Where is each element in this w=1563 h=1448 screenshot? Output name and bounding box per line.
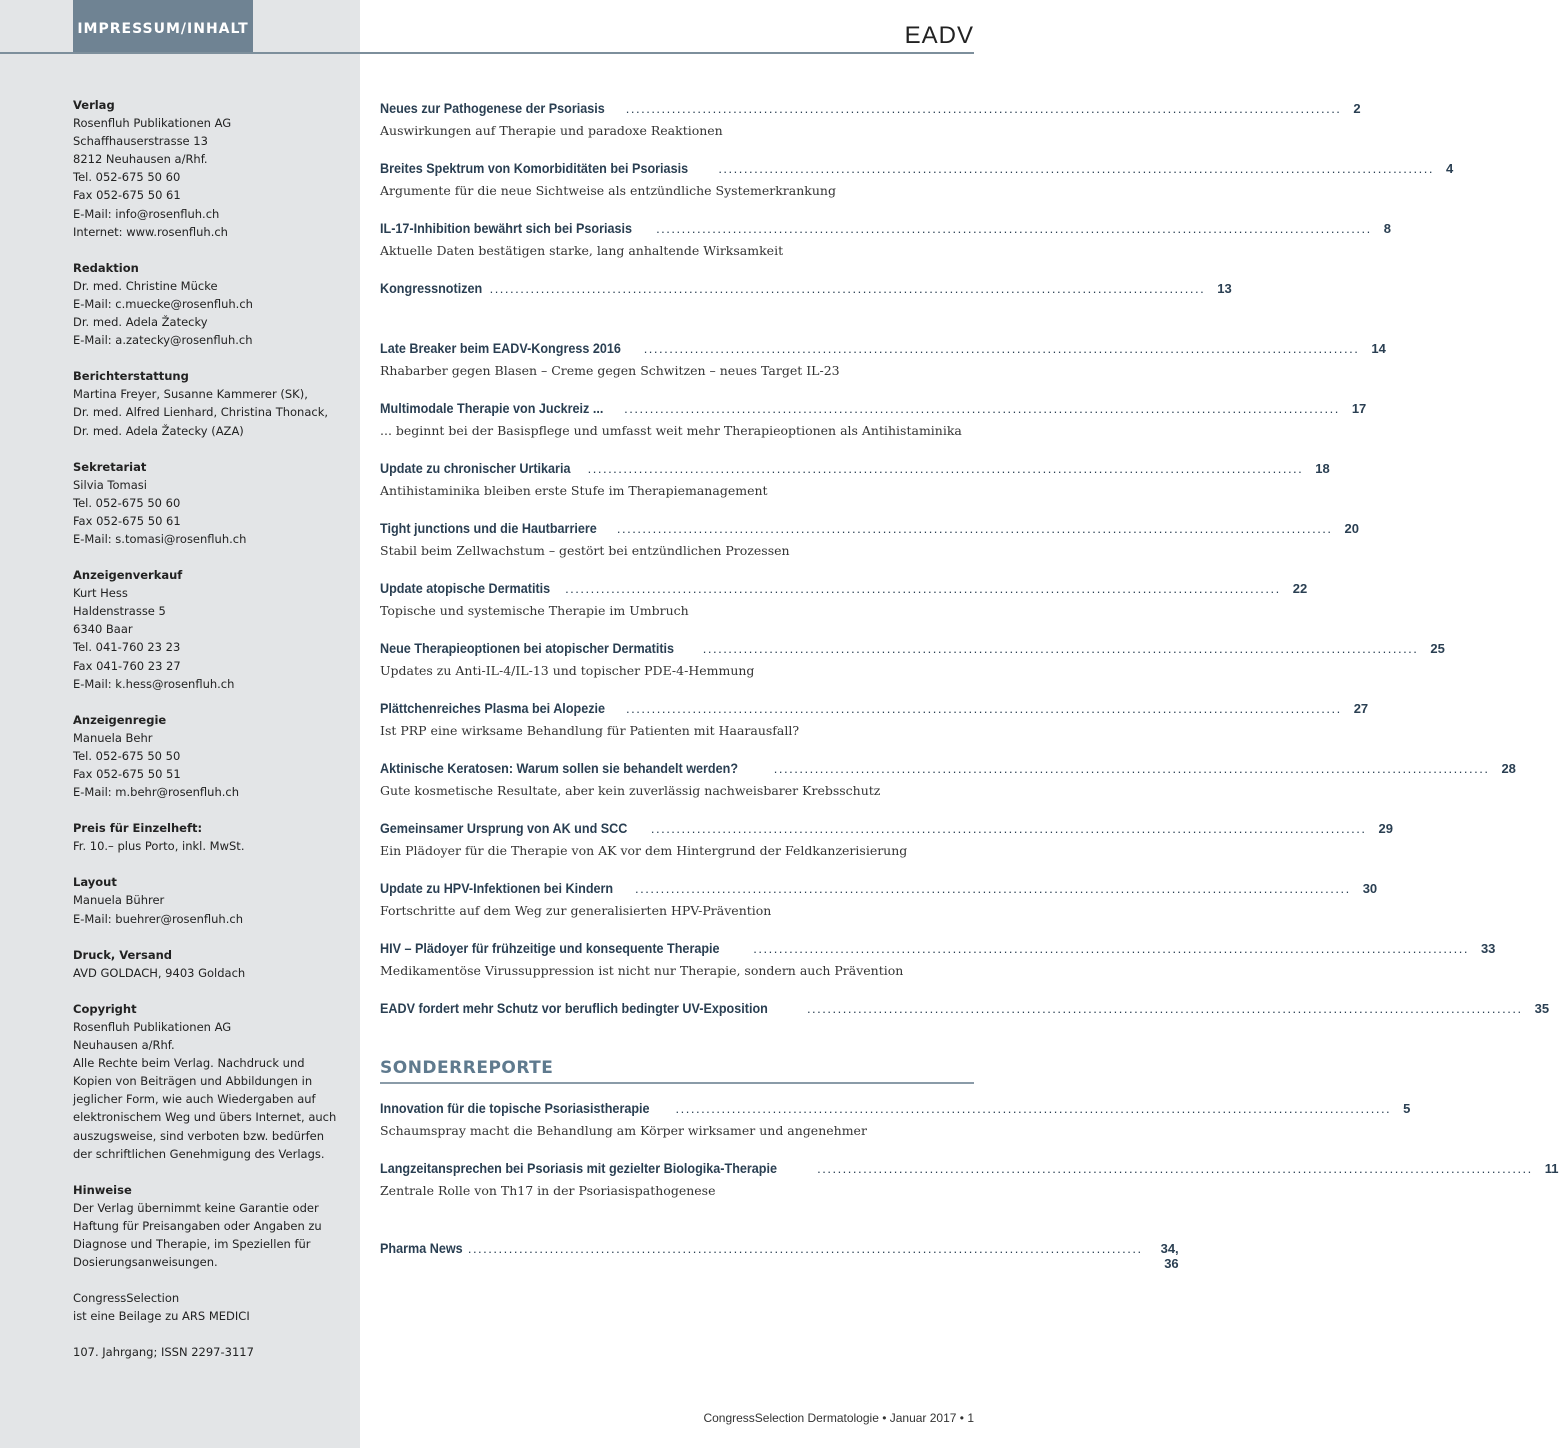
imprint-section: [73, 458, 348, 548]
toc-entry[interactable]: [380, 340, 1386, 400]
toc-entry-subtitle: Ein Plädoyer für die Therapie von AK vor dem Hintergrund der Feldkanzerisierung: [380, 843, 908, 858]
toc-title-row: [380, 460, 1330, 482]
toc-entry-title: Neues zur Pathogenese der Psoriasis: [380, 100, 605, 116]
imprint-line[interactable]: E-Mail: a.zatecky@rosenfluh.ch: [73, 333, 253, 348]
toc-entry-subtitle: Updates zu Anti-IL-4/IL-13 und topischer PDE-4-Hemmung: [380, 663, 755, 678]
toc-entry-title: Innovation für die topische Psoriasistherapie: [380, 1100, 650, 1116]
imprint-line: Manuela Behr: [73, 730, 153, 745]
leader-dots: ............................................................................................................................................: [616, 521, 1333, 536]
toc-entry-title: Update zu chronischer Urtikaria: [380, 460, 571, 476]
toc-page-number: 13: [1217, 281, 1232, 296]
toc-entry[interactable]: [380, 100, 1361, 160]
toc-entry[interactable]: [380, 1160, 1559, 1220]
header-rule: [0, 52, 974, 54]
imprint-line: Der Verlag übernimmt keine Garantie oder: [73, 1200, 319, 1215]
imprint-line: Fax 052-675 50 61: [73, 513, 181, 528]
imprint-line: Manuela Bührer: [73, 893, 165, 908]
toc-entry-title: Plättchenreiches Plasma bei Alopezie: [380, 700, 606, 716]
toc-title-row: [380, 820, 1393, 842]
imprint-line: Rosenfluh Publikationen AG: [73, 1019, 232, 1034]
imprint-line: CongressSelection: [73, 1291, 180, 1306]
leader-dots: ............................................................................................................................................: [643, 341, 1360, 356]
imprint-column: [73, 96, 348, 1379]
imprint-line[interactable]: E-Mail: buehrer@rosenfluh.ch: [73, 911, 243, 926]
imprint-section: [73, 1343, 348, 1361]
toc-entry-title: Gemeinsamer Ursprung von AK und SCC: [380, 820, 628, 836]
toc-entry[interactable]: [380, 1100, 1411, 1160]
imprint-line: Kurt Hess: [73, 586, 128, 601]
toc-page-number: 27: [1353, 701, 1369, 716]
imprint-line: Fax 052-675 50 51: [73, 767, 181, 781]
imprint-section: [73, 367, 348, 439]
toc-entry[interactable]: [380, 880, 1378, 940]
imprint-heading: Druck, Versand: [73, 947, 173, 962]
toc-entry[interactable]: [380, 220, 1391, 280]
toc-entry[interactable]: [380, 580, 1308, 640]
imprint-line[interactable]: Internet: www.rosenfluh.ch: [73, 224, 228, 239]
imprint-heading: Redaktion: [73, 260, 139, 275]
toc-title-row: [380, 1160, 1559, 1182]
toc-entry-subtitle: Zentrale Rolle von Th17 in der Psoriasispathogenese: [380, 1183, 716, 1198]
imprint-heading: Copyright: [73, 1001, 137, 1016]
toc-entry-subtitle: Topische und systemische Therapie im Umbruch: [380, 603, 689, 618]
table-of-contents: [380, 100, 1550, 1060]
toc-page-number: 17: [1351, 401, 1367, 416]
imprint-section: [73, 1289, 348, 1325]
leader-dots: ............................................................................................................................................: [650, 821, 1367, 836]
toc-entry[interactable]: [380, 700, 1369, 760]
toc-page-number: 11: [1544, 1161, 1559, 1176]
imprint-heading: Layout: [73, 875, 117, 890]
leader-dots: ............................................................................................................................................: [806, 1001, 1523, 1016]
toc-entry-title: Langzeitansprechen bei Psoriasis mit gezielter Biologika-Therapie: [380, 1160, 778, 1176]
imprint-line: AVD GOLDACH, 9403 Goldach: [73, 965, 246, 980]
imprint-line[interactable]: E-Mail: m.behr@rosenfluh.ch: [73, 785, 240, 800]
imprint-section: [73, 566, 348, 693]
toc-entry-title: IL-17-Inhibition bewährt sich bei Psoriasis: [380, 220, 633, 236]
imprint-section: [73, 946, 348, 982]
toc-page-number: 4: [1445, 161, 1454, 176]
imprint-line: Tel. 052-675 50 60: [73, 170, 181, 185]
toc-page-number: 18: [1315, 461, 1330, 476]
imprint-line: Fr. 10.– plus Porto, inkl. MwSt.: [73, 839, 245, 854]
imprint-line: Fax 052-675 50 61: [73, 188, 181, 203]
toc-entry-title: HIV – Plädoyer für frühzeitige und konsequente Therapie: [380, 940, 720, 956]
toc-entry[interactable]: [380, 760, 1516, 820]
toc-page-number: 2: [1353, 101, 1361, 116]
leader-dots: ............................................................................................................................................: [626, 701, 1342, 716]
toc-entry[interactable]: [380, 820, 1393, 880]
imprint-section: [73, 1000, 348, 1163]
imprint-section: [73, 1181, 348, 1271]
imprint-line: Tel. 041-760 23 23: [73, 640, 181, 655]
toc-page-number: 20: [1344, 521, 1359, 536]
imprint-line[interactable]: E-Mail: s.tomasi@rosenfluh.ch: [73, 531, 247, 546]
toc-title-row: [380, 160, 1454, 182]
imprint-line[interactable]: E-Mail: info@rosenfluh.ch: [73, 206, 220, 221]
toc-title-row: [380, 580, 1308, 602]
toc-page-number: 14: [1371, 341, 1386, 356]
leader-dots: ............................................................................................................................................: [753, 941, 1469, 956]
pharma-news-title: Pharma News: [380, 1240, 463, 1256]
toc-entry-subtitle: Gute kosmetische Resultate, aber kein zuverlässig nachweisbarer Krebsschutz: [380, 783, 881, 798]
toc-title-row: [380, 1000, 1550, 1022]
imprint-line: Kopien von Beiträgen und Abbildungen in: [73, 1074, 313, 1089]
toc-title-row: [380, 280, 1232, 302]
imprint-section: [73, 96, 348, 241]
imprint-section: [73, 819, 348, 855]
imprint-line: Dr. med. Christine Mücke: [73, 278, 218, 293]
imprint-line: auszugsweise, sind verboten bzw. bedürfen: [73, 1128, 325, 1143]
toc-entry-subtitle: Rhabarber gegen Blasen – Creme gegen Schwitzen – neues Target IL-23: [380, 363, 840, 378]
imprint-line: Schaffhauserstrasse 13: [73, 134, 208, 149]
toc-entry[interactable]: [380, 520, 1359, 580]
leader-dots: ............................................................................................................................................: [773, 761, 1490, 776]
toc-title-row: [380, 100, 1361, 122]
toc-page-number: 33: [1480, 941, 1496, 956]
imprint-line: Rosenfluh Publikationen AG: [73, 116, 232, 131]
leader-dots: ............................................................................................................................................: [675, 1101, 1392, 1116]
sonderreporte-heading: SONDERREPORTE: [380, 1058, 974, 1084]
toc-entry-subtitle: Medikamentöse Virussuppression ist nicht nur Therapie, sondern auch Prävention: [380, 963, 904, 978]
imprint-section: [73, 711, 348, 801]
imprint-heading: Sekretariat: [73, 459, 147, 474]
toc-entry-title: EADV fordert mehr Schutz vor beruflich bedingter UV-Exposition: [380, 1000, 768, 1016]
toc-entry[interactable]: [380, 460, 1330, 520]
leader-dots: ............................................................................................................................................: [817, 1161, 1533, 1176]
imprint-line: Dr. med. Adela Žatecky (AZA): [73, 423, 244, 438]
toc-entry-title: Late Breaker beim EADV-Kongress 2016: [380, 340, 621, 356]
leader-dots: ............................................................................................................................................: [702, 641, 1419, 656]
toc-entry-subtitle: Auswirkungen auf Therapie und paradoxe Reaktionen: [380, 123, 723, 138]
toc-page-number: 5: [1403, 1101, 1411, 1116]
imprint-heading: Verlag: [73, 98, 115, 112]
toc-title-row: [380, 760, 1516, 782]
toc-title-row: [380, 520, 1359, 542]
toc-entry-title: Update zu HPV-Infektionen bei Kindern: [380, 880, 614, 896]
imprint-line: Dr. med. Adela Žatecky: [73, 315, 208, 330]
leader-dots: ............................................................................................................................................: [565, 581, 1281, 596]
toc-entry-subtitle: Schaumspray macht die Behandlung am Körper wirksamer und angenehmer: [380, 1123, 867, 1138]
leader-dots: ............................................................................................................................................: [625, 101, 1342, 116]
toc-page-number: 29: [1378, 821, 1393, 836]
imprint-line: Martina Freyer, Susanne Kammerer (SK),: [73, 387, 308, 402]
leader-dots: ............................................................................................................................................: [718, 161, 1434, 176]
leader-dots: ............................................................................................................................................: [489, 281, 1206, 296]
toc-entry-subtitle: Aktuelle Daten bestätigen starke, lang anhaltende Wirksamkeit: [380, 243, 784, 258]
toc-entry-title: Kongressnotizen: [380, 280, 483, 296]
toc-title-row: [380, 220, 1391, 242]
imprint-line: Silvia Tomasi: [73, 477, 147, 492]
toc-entry-subtitle: ... beginnt bei der Basispflege und umfasst weit mehr Therapieoptionen als Antihistaminika: [380, 423, 962, 438]
imprint-line: Dr. med. Alfred Lienhard, Christina Thonack,: [73, 405, 329, 420]
toc-page-number: 22: [1292, 581, 1308, 596]
toc-page-number: 30: [1362, 881, 1378, 896]
toc-page-number: 25: [1430, 641, 1445, 656]
toc-entry-title: Breites Spektrum von Komorbiditäten bei Psoriasis: [380, 160, 689, 176]
toc-entry[interactable]: [380, 1000, 1550, 1060]
imprint-line: der schriftlichen Genehmigung des Verlags.: [73, 1146, 325, 1161]
toc-entry-subtitle: Ist PRP eine wirksame Behandlung für Patienten mit Haarausfall?: [380, 723, 800, 738]
toc-entry[interactable]: [380, 940, 1496, 1000]
imprint-line: 107. Jahrgang; ISSN 2297-3117: [73, 1345, 254, 1360]
imprint-line: Alle Rechte beim Verlag. Nachdruck und: [73, 1056, 305, 1071]
pharma-news-page: 34, 36: [1160, 1241, 1179, 1271]
toc-entry[interactable]: [380, 280, 1232, 340]
imprint-line[interactable]: elektronischem Weg und übers Internet, auch: [73, 1110, 337, 1125]
toc-title-row: [380, 1100, 1411, 1122]
toc-entry-title: Tight junctions und die Hautbarriere: [380, 520, 597, 536]
toc-title-row: [380, 640, 1445, 662]
toc-entry[interactable]: [380, 160, 1454, 220]
toc-entry-subtitle: Fortschritte auf dem Weg zur generalisierten HPV-Prävention: [380, 903, 772, 918]
toc-entry-subtitle: Argumente für die neue Sichtweise als entzündliche Systemerkrankung: [380, 183, 836, 198]
toc-entry-subtitle: Antihistaminika bleiben erste Stufe im Therapiemanagement: [380, 483, 768, 498]
imprint-heading: Preis für Einzelheft:: [73, 821, 203, 836]
leader-dots: ............................................................................................................................................: [624, 401, 1340, 416]
imprint-line[interactable]: E-Mail: c.muecke@rosenfluh.ch: [73, 296, 253, 311]
toc-entry-title: Update atopische Dermatitis: [380, 580, 551, 596]
toc-title-row: [380, 880, 1378, 902]
toc-entry[interactable]: [380, 400, 1367, 460]
imprint-line: Haldenstrasse 5: [73, 604, 166, 619]
imprint-line: 6340 Baar: [73, 622, 133, 637]
imprint-line: Tel. 052-675 50 60: [73, 495, 181, 510]
toc-entry-subtitle: Stabil beim Zellwachstum – gestört bei entzündlichen Prozessen: [380, 543, 790, 558]
imprint-line: Haftung für Preisangaben oder Angaben zu: [73, 1218, 322, 1233]
imprint-heading: Hinweise: [73, 1182, 132, 1197]
leader-dots: ............................................................................................................................................: [656, 221, 1372, 236]
leader-dots: ............................................................................................................................................: [587, 461, 1304, 476]
toc-title-row: [380, 340, 1386, 362]
imprint-heading: Anzeigenverkauf: [73, 568, 183, 583]
pharma-news-entry[interactable]: [380, 1240, 1179, 1271]
imprint-line: 8212 Neuhausen a/Rhf.: [73, 152, 208, 167]
imprint-line[interactable]: E-Mail: k.hess@rosenfluh.ch: [73, 676, 235, 691]
section-tab: IMPRESSUM/INHALT: [73, 0, 253, 52]
toc-title-row: [380, 400, 1367, 422]
imprint-line: Neuhausen a/Rhf.: [73, 1038, 175, 1053]
toc-title-row: [380, 940, 1496, 962]
toc-page-number: 28: [1501, 761, 1516, 776]
toc-page-number: 8: [1383, 221, 1391, 236]
toc-page-number: 35: [1534, 1001, 1550, 1016]
imprint-line: Fax 041-760 23 27: [73, 658, 181, 673]
toc-entry-title: Neue Therapieoptionen bei atopischer Dermatitis: [380, 640, 675, 656]
page-footer: CongressSelection Dermatologie • Januar 2017 • 1: [703, 1411, 974, 1425]
imprint-line: Diagnose und Therapie, im Speziellen für: [73, 1236, 311, 1251]
imprint-line: Dosierungsanweisungen.: [73, 1255, 218, 1270]
journal-name: EADV: [904, 22, 974, 49]
toc-entry-title: Aktinische Keratosen: Warum sollen sie behandelt werden?: [380, 760, 739, 776]
imprint-section: [73, 873, 348, 927]
sonderreporte-list: [380, 1100, 1559, 1220]
imprint-section: [73, 259, 348, 349]
leader-dots: ............................................................................................................................................: [635, 881, 1351, 896]
toc-title-row: [380, 700, 1369, 722]
imprint-line: ist eine Beilage zu ARS MEDICI: [73, 1309, 250, 1324]
imprint-heading: Berichterstattung: [73, 369, 189, 384]
leader-dots: ....................................................................................................................................: [467, 1241, 1143, 1256]
imprint-heading: Anzeigenregie: [73, 712, 167, 727]
toc-entry[interactable]: [380, 640, 1445, 700]
toc-entry-title: Multimodale Therapie von Juckreiz ...: [380, 400, 604, 416]
imprint-line: jeglicher Form, wie auch Wiedergaben auf: [73, 1092, 316, 1107]
imprint-line: Tel. 052-675 50 50: [73, 748, 181, 763]
